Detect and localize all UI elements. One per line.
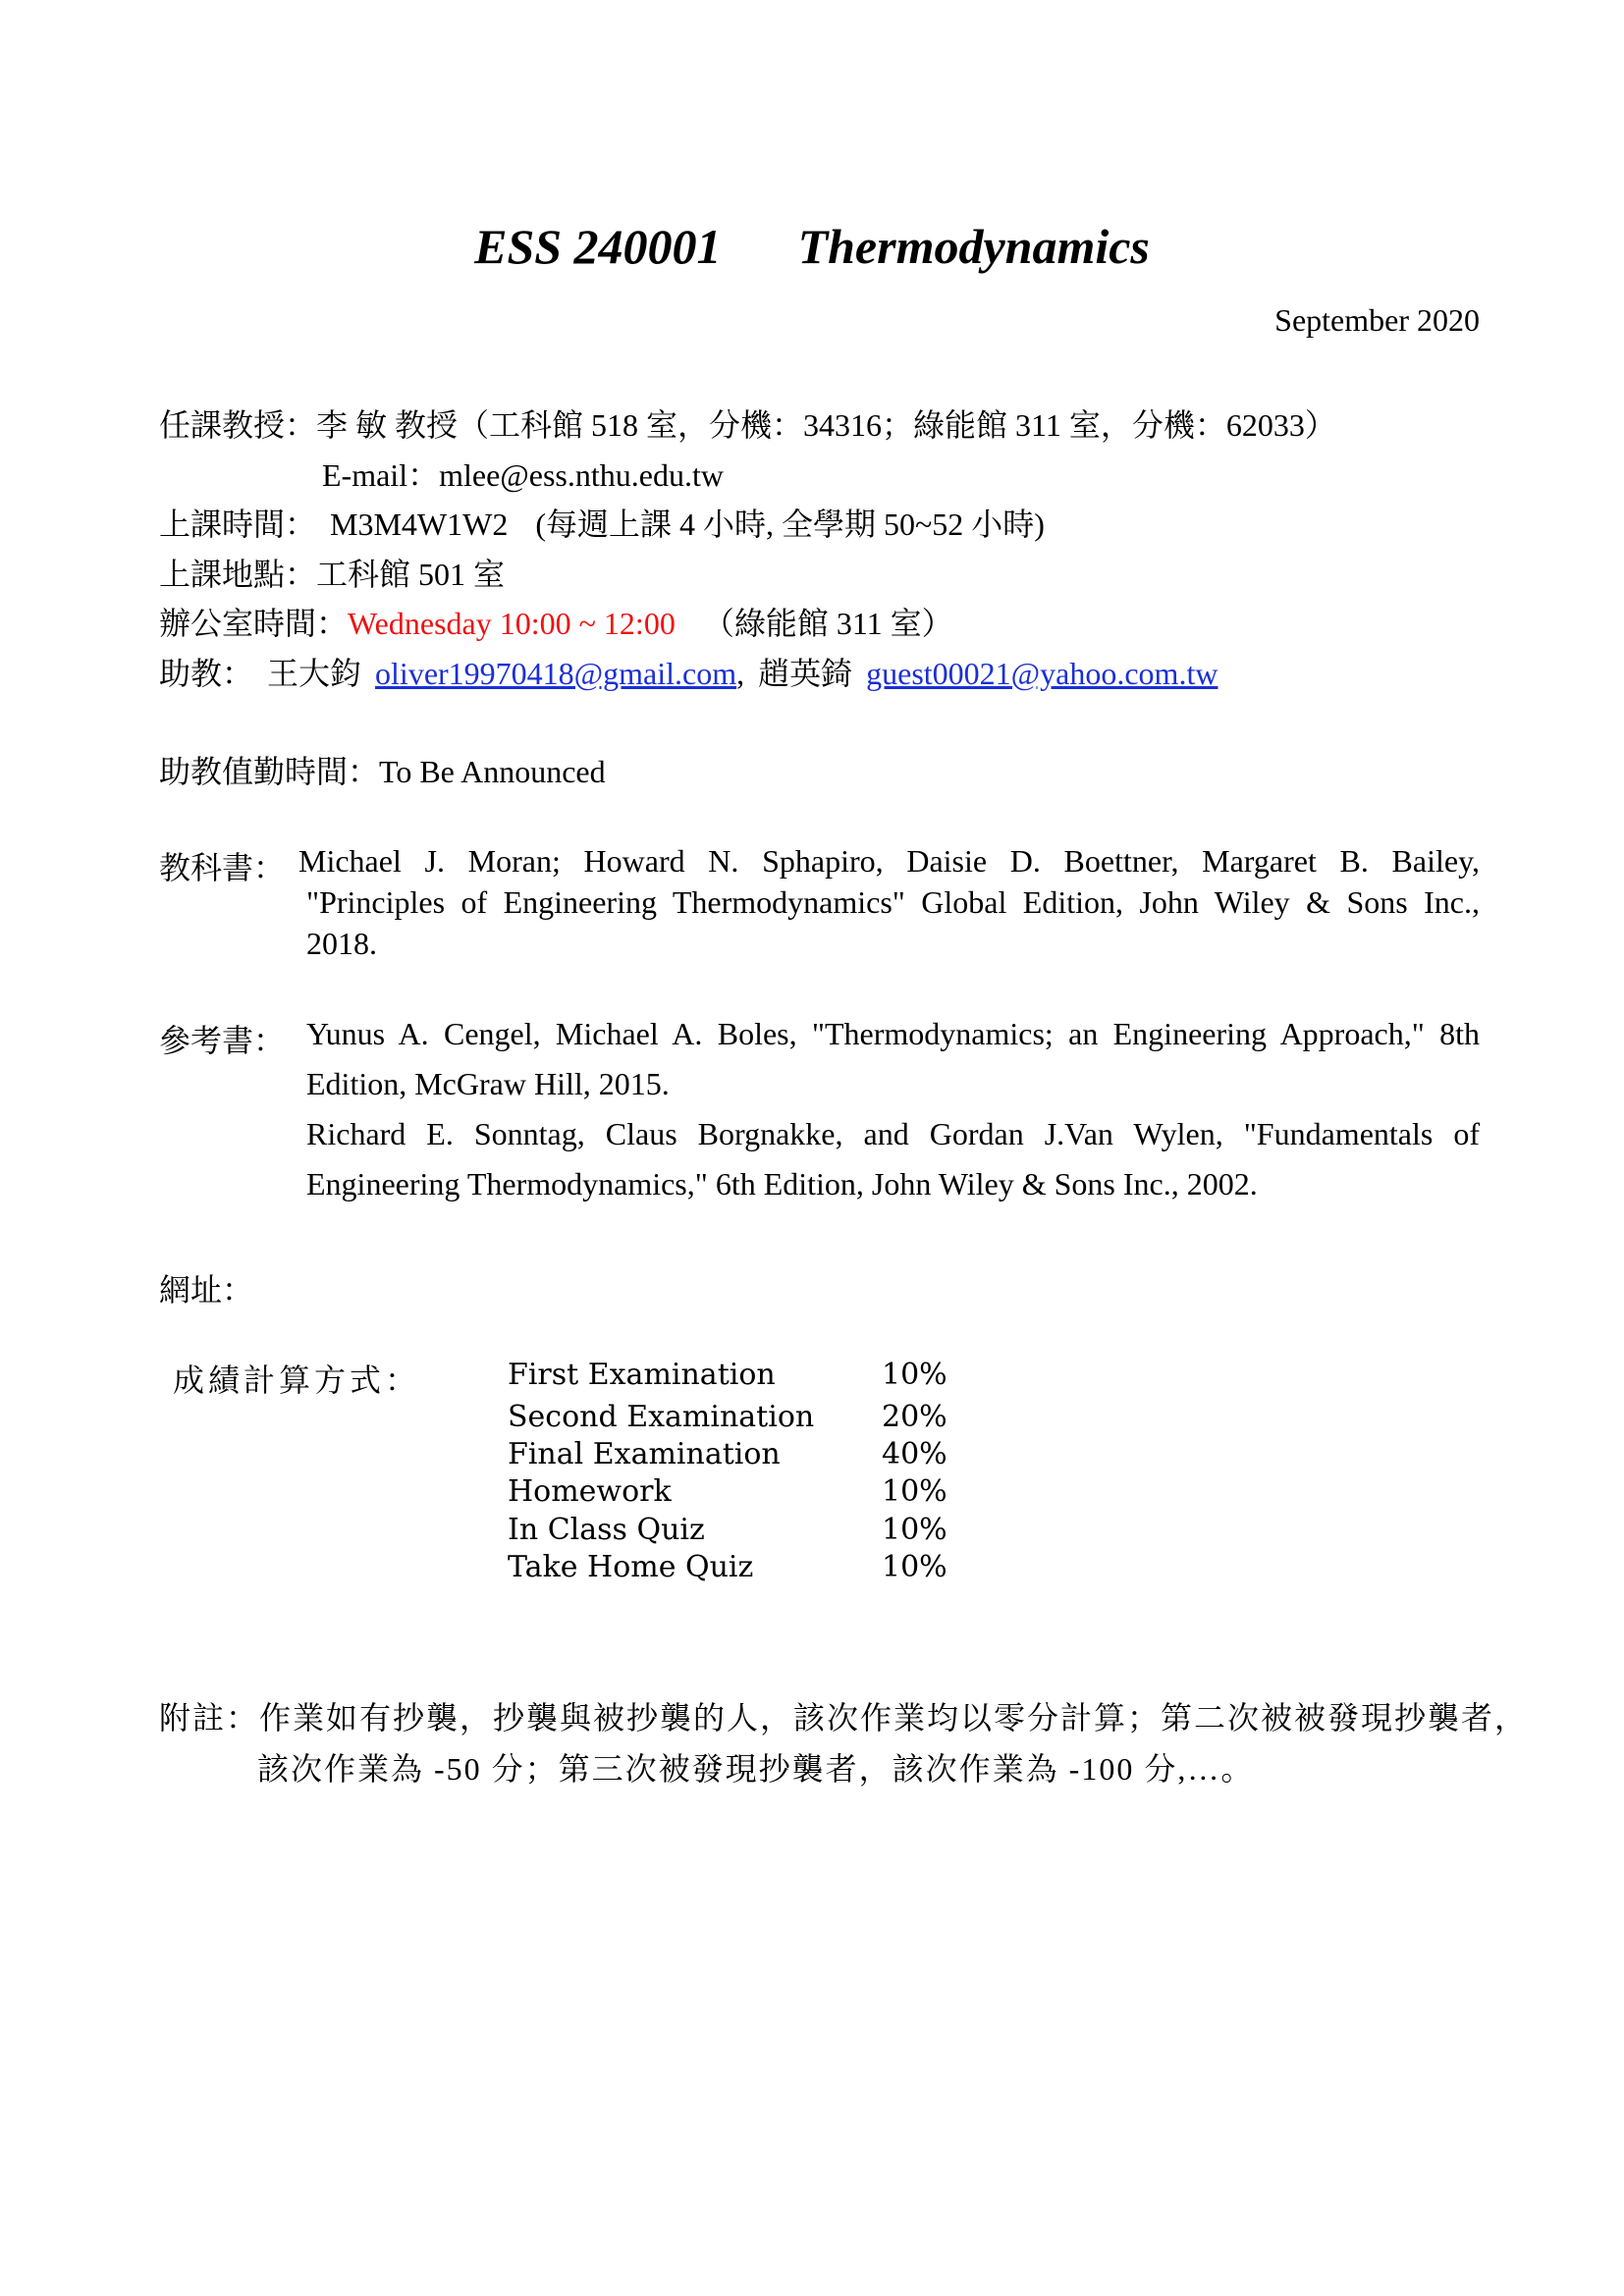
ta-separator: ,	[736, 656, 745, 691]
schedule-note: (每週上課 4 小時, 全學期 50~52 小時)	[535, 507, 1045, 542]
reference-1-line-1: Yunus A. Cengel, Michael A. Boles, "Thermodynamics; an Engineering Approach," 8th	[306, 1016, 1480, 1051]
instructor-offices: （工科館 518 室，分機：34316；綠能館 311 室，分機：62033）	[458, 407, 1336, 443]
office-hours-time: Wednesday 10:00 ~ 12:00	[348, 606, 676, 641]
office-hours-label: 辦公室時間：	[159, 606, 349, 641]
course-code: ESS 240001	[474, 219, 722, 274]
location-row	[159, 550, 505, 595]
grading-label: 成績計算方式：	[173, 1362, 421, 1398]
note-line-2: 該次作業為 -50 分；第三次被發現抄襲者，該次作業為 -100 分,…。	[257, 1751, 1255, 1787]
grading-item-name: Final Examination	[508, 1437, 781, 1471]
website-label: 網址：	[159, 1272, 254, 1308]
instructor-label: 任課教授：	[159, 407, 317, 443]
office-hours-row	[159, 599, 953, 644]
ta-hours-row	[159, 747, 606, 792]
location-label: 上課地點：	[159, 557, 317, 592]
syllabus-date: September 2020	[1274, 302, 1480, 338]
ta-email-link-2[interactable]: guest00021@yahoo.com.tw	[866, 656, 1218, 691]
note-line-1: 附註：作業如有抄襲，抄襲與被抄襲的人，該次作業均以零分計算；第二次被被發現抄襲者，	[159, 1700, 1529, 1735]
instructor-name: 李 敏 教授	[316, 407, 459, 443]
schedule-row	[159, 500, 1045, 545]
textbook-label: 教科書：	[159, 850, 286, 885]
location-value: 工科館 501 室	[316, 557, 506, 592]
grading-item-name: Second Examination	[508, 1400, 815, 1434]
grading-item-pct: 10%	[882, 1550, 947, 1584]
schedule-label: 上課時間：	[159, 507, 317, 542]
grading-item-name: Take Home Quiz	[508, 1550, 754, 1584]
instructor-email: mlee@ess.nthu.edu.tw	[439, 457, 724, 493]
ta-row	[159, 649, 1218, 694]
textbook-line-1: Michael J. Moran; Howard N. Sphapiro, Daisie D. Boettner, Margaret B. Bailey,	[298, 843, 1480, 879]
grading-item-pct: 20%	[882, 1400, 947, 1434]
grading-item-pct: 10%	[882, 1474, 947, 1509]
instructor-email-row	[322, 451, 724, 496]
references-label: 參考書：	[159, 1023, 286, 1058]
grading-item-pct: 10%	[882, 1513, 947, 1547]
reference-1-line-2: Edition, McGraw Hill, 2015.	[306, 1066, 670, 1101]
instructor-row	[159, 400, 1336, 446]
reference-2-line-1: Richard E. Sonntag, Claus Borgnakke, and Gordan J.Van Wylen, "Fundamentals of	[306, 1116, 1480, 1151]
grading-item-name: First Examination	[508, 1358, 776, 1392]
email-label: E-mail：	[322, 457, 440, 493]
grading-item-pct: 10%	[882, 1358, 947, 1392]
course-name: Thermodynamics	[797, 219, 1150, 274]
ta-email-link-1[interactable]: oliver19970418@gmail.com	[375, 656, 737, 691]
office-hours-place: （綠能館 311 室）	[702, 606, 953, 641]
grading-item-pct: 40%	[882, 1437, 947, 1471]
reference-2-line-2: Engineering Thermodynamics," 6th Edition, John Wiley & Sons Inc., 2002.	[306, 1166, 1258, 1201]
ta-hours-label: 助教值勤時間：	[159, 754, 380, 789]
ta-hours-value: To Be Announced	[379, 754, 606, 789]
schedule-code: M3M4W1W2	[330, 507, 509, 542]
grading-item-name: In Class Quiz	[508, 1513, 705, 1547]
textbook-line-2: "Principles of Engineering Thermodynamics" Global Edition, John Wiley & Sons Inc.,	[306, 884, 1480, 920]
ta-name-1: 王大鈞	[267, 656, 362, 691]
course-title	[0, 218, 1624, 275]
ta-name-2: 趙英錡	[758, 656, 853, 691]
ta-label: 助教：	[159, 656, 254, 691]
textbook-line-3: 2018.	[306, 926, 377, 961]
grading-item-name: Homework	[508, 1474, 672, 1509]
